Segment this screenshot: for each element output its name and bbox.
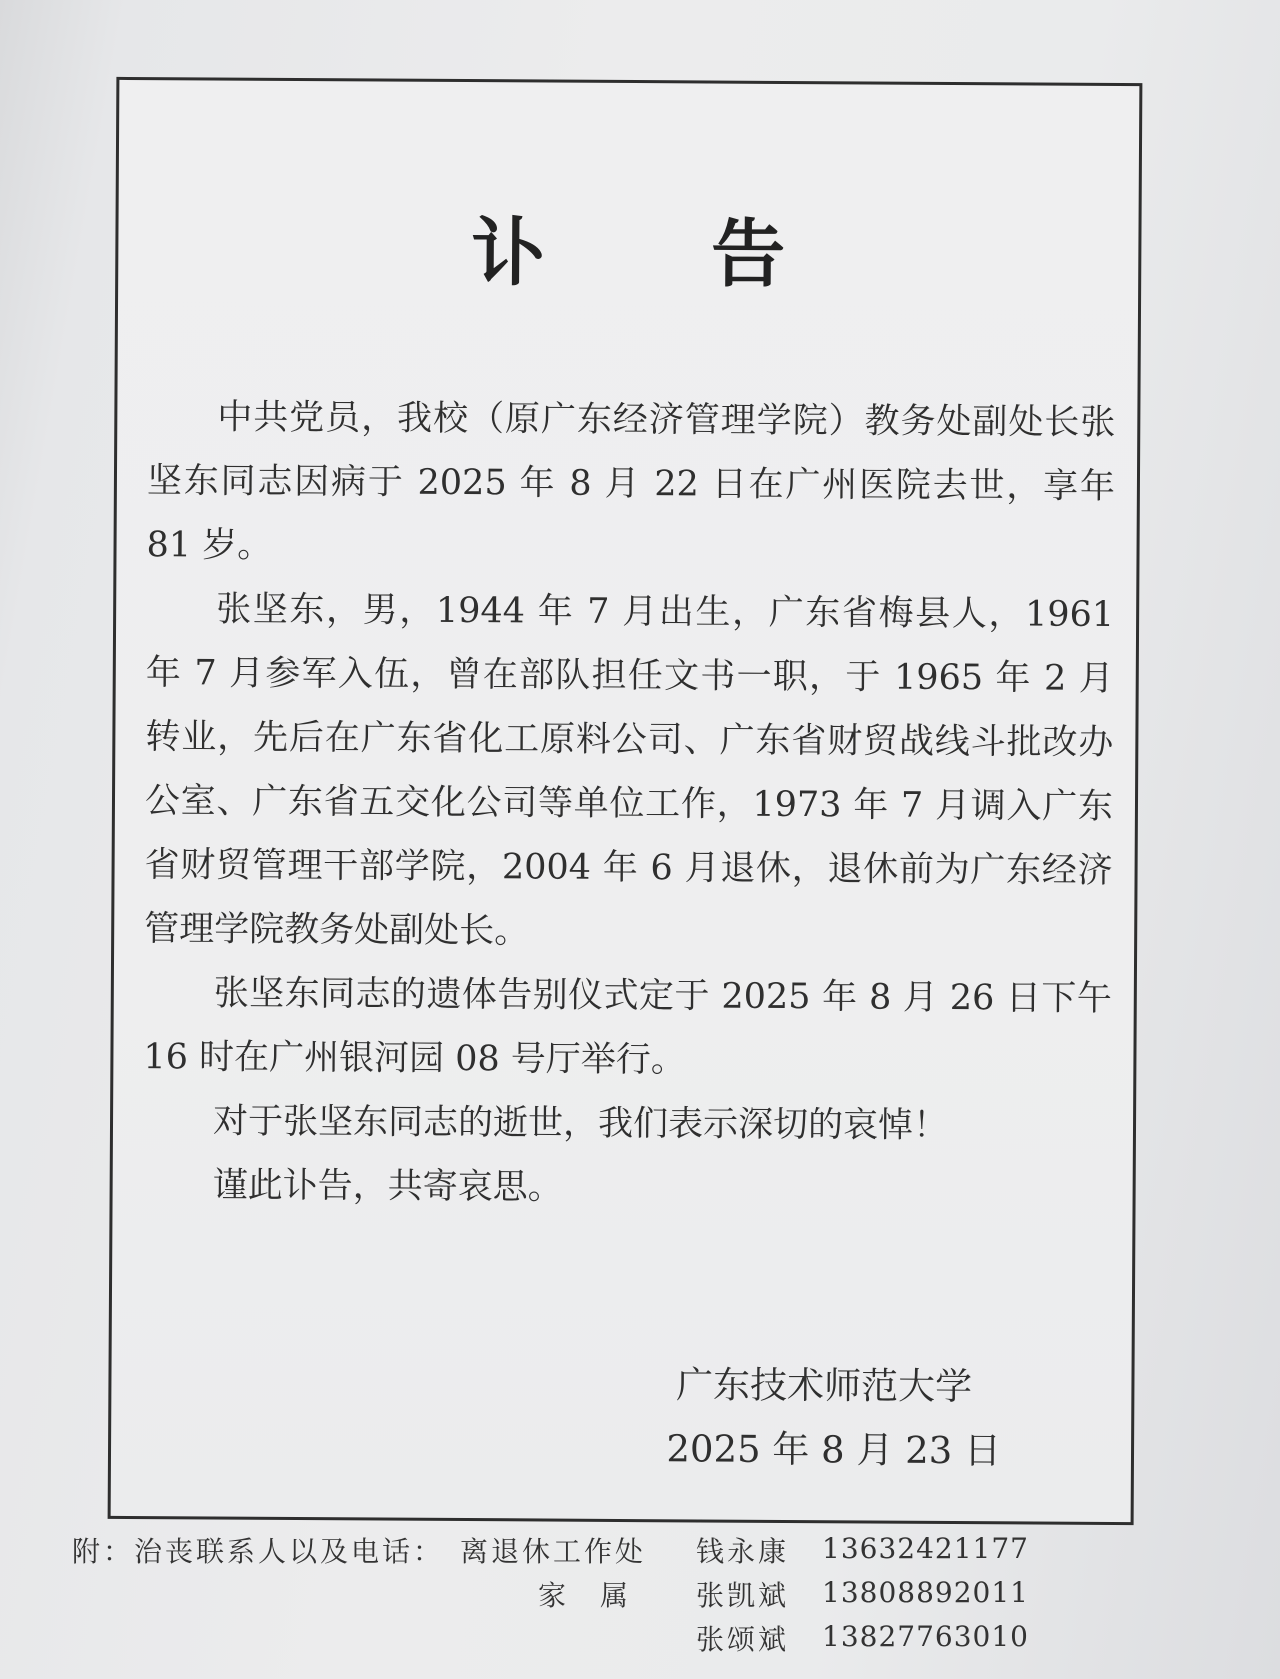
contact-name: 钱永康: [696, 1535, 790, 1568]
paragraph-condolence: 对于张坚东同志的逝世，我们表示深切的哀悼！: [212, 1101, 949, 1146]
signature-block: [646, 1353, 1001, 1483]
signature-organization: 广东技术师范大学: [676, 1363, 973, 1409]
obituary-notice-frame: [108, 77, 1143, 1525]
notice-title: 讣 告: [471, 210, 856, 299]
contact-phone: 13827763010: [822, 1620, 1029, 1653]
signature-date: 2025 年 8 月 23 日: [666, 1427, 1002, 1473]
contact-name: 张凯斌: [696, 1579, 790, 1612]
paragraph-ceremony: 张坚东同志的遗体告别仪式定于 2025 年 8 月 26 日下午 16 时在广州银河园 08 号厅举行。: [143, 973, 1112, 1081]
contact-phone: 13632421177: [822, 1532, 1029, 1565]
appendix-label: 附：治丧联系人以及电话：: [72, 1535, 445, 1568]
paragraph-closing: 谨此讣告，共寄哀思。: [212, 1165, 563, 1208]
paragraph-biography: 张坚东，男，1944 年 7 月出生，广东省梅县人，1961 年 7 月参军入伍，曾在部队担任文书一职，于 1965 年 2 月转业，先后在广东省化工原料公司、广东省财贸战线斗批改办公室、广东省五交化公司等单位工作，1973 年 7 月调入广东省财贸管理干部学院，2004 年 6 月退休，退休前为广东经济管理学院教务处副处长。: [144, 589, 1115, 952]
contact-dept: 离退休工作处: [460, 1535, 647, 1568]
notice-body: [142, 385, 1115, 1223]
paragraph-intro: 中共党员，我校（原广东经济管理学院）教务处副处长张坚东同志因病于 2025 年 8 月 22 日在广州医院去世，享年 81 岁。: [146, 397, 1116, 566]
contact-phone: 13808892011: [822, 1576, 1029, 1609]
contact-name: 张颂斌: [696, 1623, 790, 1656]
contact-dept: 家 属: [538, 1579, 632, 1612]
